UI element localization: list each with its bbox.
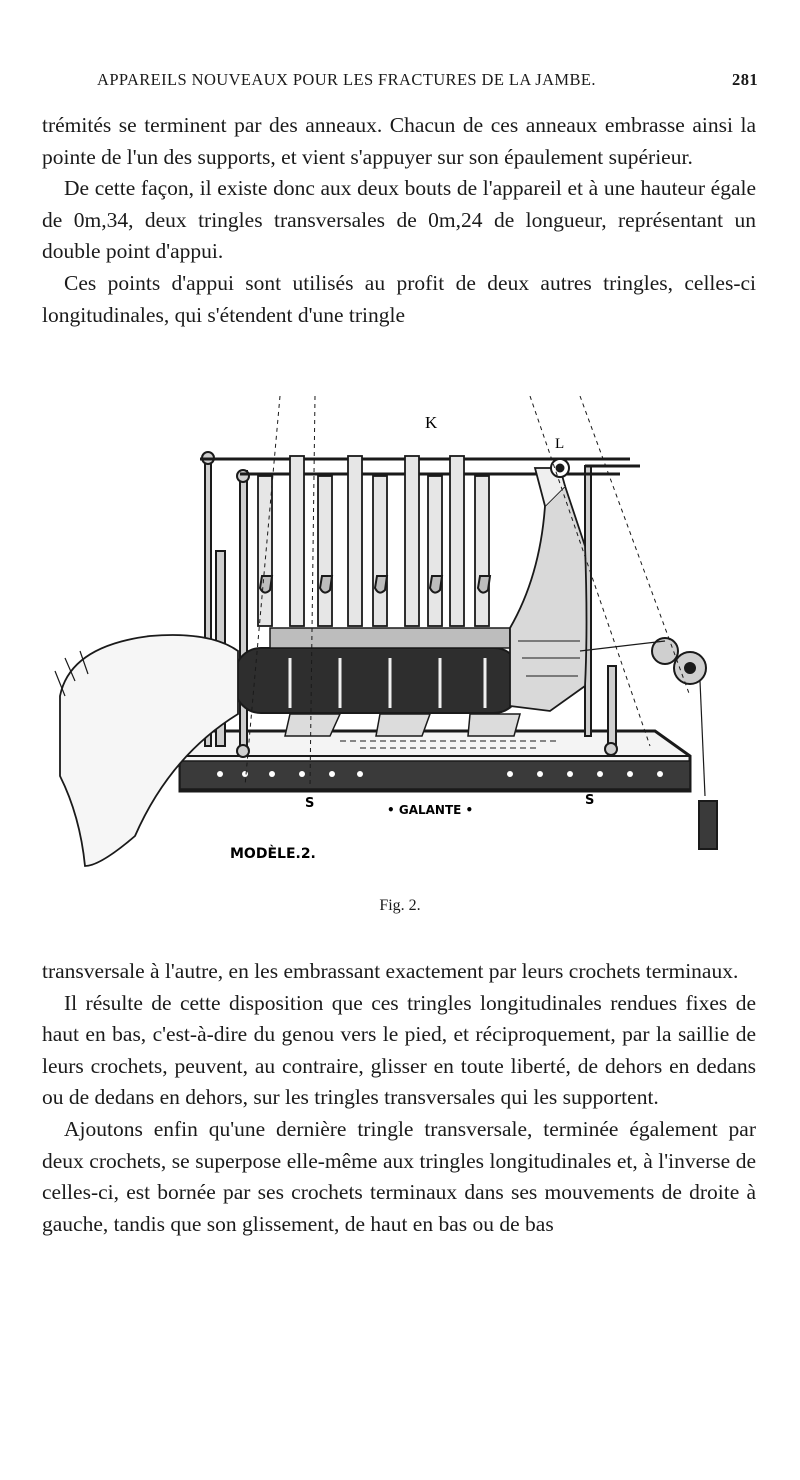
page-number: 281 xyxy=(732,70,758,89)
label-s-right: S xyxy=(585,793,595,808)
model-label: MODÈLE.2. xyxy=(230,846,316,862)
running-title: APPAREILS NOUVEAUX POUR LES FRACTURES DE LA JAMBE. xyxy=(97,70,596,89)
figure-leg-fracture-apparatus xyxy=(40,396,760,876)
paragraph: Ajoutons enfin qu'une dernière tringle transversale, terminée également par deux crochets, se superpose elle-même aux tringles longitudinales et, à l'inverse de celles-ci, est bornée par ses crochets terminaux dans ses mouvements de droite à gauche, tandis que son glissement, de haut en bas ou de bas xyxy=(42,1116,756,1236)
text-block-bottom xyxy=(42,956,756,1240)
paragraph: transversale à l'autre, en les embrassant exactement par leurs crochets terminaux. xyxy=(42,959,739,983)
paragraph: Il résulte de cette disposition que ces tringles longitudinales rendues fixes de haut en bas, c'est-à-dire du genou vers le pied, et réciproquement, par la saillie de leurs crochets, peuvent, au contraire, glisser en toute liberté, de dehors en dedans ou de dedans en dehors, sur les tringles transversales qui les supportent. xyxy=(42,990,756,1110)
label-k: K xyxy=(425,413,438,432)
suspension-straps xyxy=(258,456,489,626)
paragraph: trémités se terminent par des anneaux. Chacun de ces anneaux embrasse ainsi la pointe de l'un des supports, et vient s'appuyer sur son épaulement supérieur. xyxy=(42,113,756,169)
bandaged-foot xyxy=(510,468,587,711)
footboard-slats xyxy=(285,714,520,736)
transverse-rods xyxy=(200,459,640,474)
maker-plate: • GALANTE • xyxy=(387,803,474,817)
paragraph: Ces points d'appui sont utilisés au profit de deux autres tringles, celles-ci longitudinales, qui s'étendent d'une tringle xyxy=(42,270,756,327)
paragraph: De cette façon, il existe donc aux deux bouts de l'appareil et à une hauteur égale de 0m,34, deux tringles transversales de 0m,24 de longueur, représentant un double point d'appui. xyxy=(42,176,756,264)
figure-caption: Fig. 2. xyxy=(379,897,421,914)
apparatus-engraving xyxy=(40,396,760,876)
running-head xyxy=(42,70,758,94)
label-l: L xyxy=(555,436,565,452)
leg-splint xyxy=(235,628,520,713)
text-block-top xyxy=(42,110,756,331)
label-s-left: S xyxy=(305,796,315,811)
